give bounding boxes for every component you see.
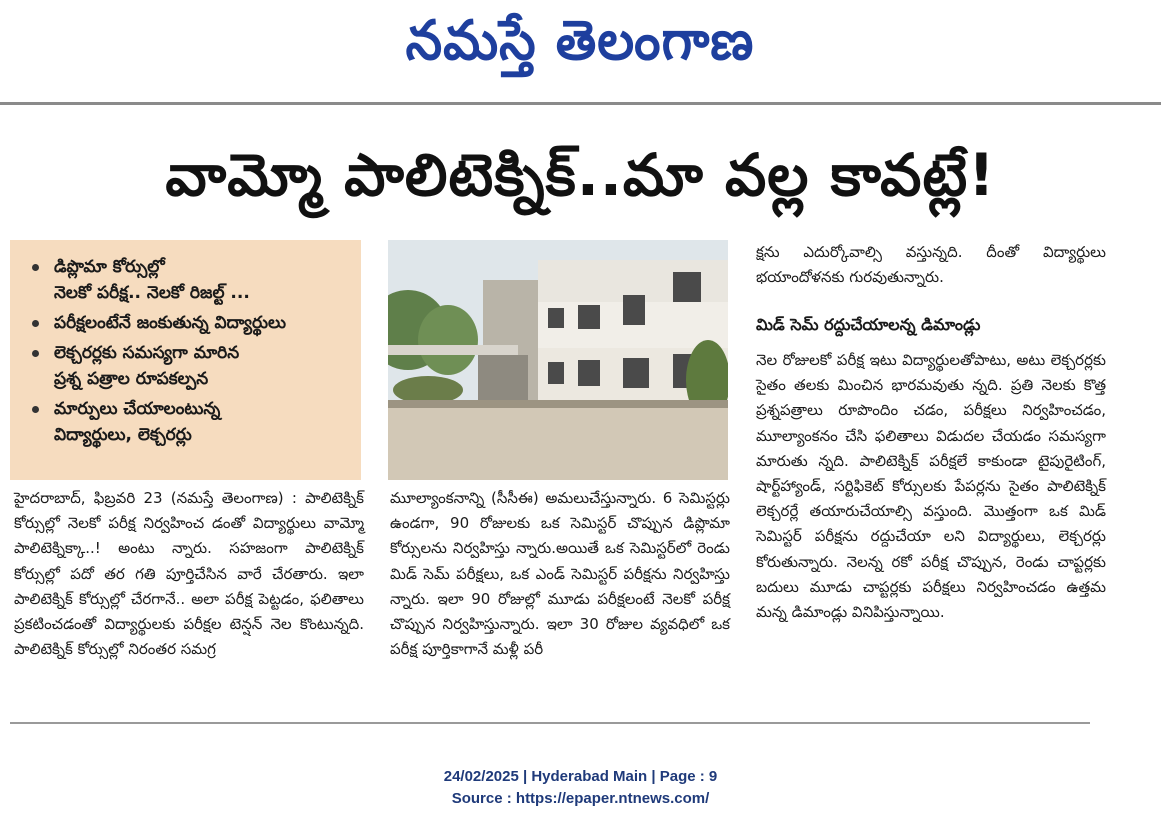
highlight-item	[28, 254, 351, 306]
article-column-3-top	[756, 240, 1106, 290]
masthead-divider	[0, 102, 1161, 105]
bullet-icon	[32, 320, 39, 327]
paragraph: మూల్యాంకనాన్ని (సీసీఈ) అమలుచేస్తున్నారు. 6 సెమిస్టర్లు ఉండగా, 90 రోజులకు ఒక సెమిస్టర్ చొప్పున డిప్లొమా కోర్సులను నిర్వహిస్తు న్నారు.అయితే ఒక సెమిస్టర్‌లో రెండు మిడ్ సెమ్ పరీక్షలు, ఒక ఎండ్ సెమిస్టర్ పరీక్షను నిర్వహిస్తు న్నారు. ఇలా 90 రోజుల్లో మూడు పరీక్షలంటే నెలకో పరీక్ష చొప్పున నిర్వహిస్తున్నారు. ఇలా 30 రోజుల వ్యవధిలో ఒక పరీక్ష పూర్తికాగానే మళ్లీ పరీ	[390, 489, 730, 659]
bullet-icon	[32, 406, 39, 413]
paragraph: హైదరాబాద్, ఫిబ్రవరి 23 (నమస్తే తెలంగాణ) : పాలిటెక్నిక్ కోర్సుల్లో నెలకో పరీక్ష నిర్వహించ డంతో విద్యార్థులు వామ్మో పాలిటెక్నిక్కా..! అంటు న్నారు. సహజంగా పాలిటెక్నిక్ కోర్సుల్లో పదో తర గతి పూర్తిచేసిన వారే చేరతారు. ఇలా పాలిటెక్నిక్ కోర్సుల్లో చేరగానే.. అలా పరీక్ష పెట్టడం, ఫలితాలు ప్రకటించడంతో విద్యార్థులకు పరీక్షల టెన్షన్ నెల కొంటున్నది. పాలిటెక్నిక్ కోర్సుల్లో నిరంతర సమగ్ర	[14, 489, 364, 659]
article-column-2	[390, 486, 730, 662]
footer-date-edition: 24/02/2025 | Hyderabad Main | Page : 9	[443, 768, 718, 785]
highlight-item	[28, 396, 351, 448]
article-column-3-body	[756, 348, 1106, 625]
paragraph: క్షను ఎదుర్కోవాల్సి వస్తున్నది. దీంతో విద్యార్థులు భయాందోళనకు గురవుతున్నారు.	[756, 243, 1106, 287]
highlights-box	[10, 240, 361, 480]
highlight-text: లెక్చరర్లకు సమస్యగా మారిన ప్రశ్న పత్రాల రూపకల్పన	[54, 343, 240, 389]
masthead	[0, 0, 1161, 100]
highlight-text: డిప్లొమా కోర్సుల్లో నెలకో పరీక్ష.. నెలకో రిజల్ట్ ...	[54, 257, 250, 303]
article-headline: వామ్మో పాలిటెక్నిక్..మా వల్ల కావట్లే!	[165, 141, 996, 209]
highlight-item	[28, 340, 351, 392]
bullet-icon	[32, 350, 39, 357]
bullet-icon	[32, 264, 39, 271]
paragraph: నెల రోజులకో పరీక్ష ఇటు విద్యార్థులతోపాటు, అటు లెక్చరర్లకు సైతం తలకు మించిన భారమవుతు న్నది. ప్రతి నెలకు కొత్త ప్రశ్నపత్రాలు రూపొందిం చడం, పరీక్షలు నిర్వహించడం, మూల్యాంకనం చేసి ఫలితాలు విడుదల చేయడం సమస్యగా మారుతు న్నది. పాలిటెక్నిక్ పరీక్షలే కాకుండా టైపురైటింగ్, షార్ట్‌హ్యాండ్, సర్టిఫికెట్ కోర్సులకు పేపర్లను సైతం పాలిటెక్నిక్ లెక్చరర్లే తయారుచేయాల్సి వస్తుంది. మొత్తంగా ఒక మిడ్ సెమిస్టర్ పరీక్షను రద్దుచేయా లని విద్యార్థులు, లెక్చరర్లు కోరుతున్నారు. నెలన్న రకో పరీక్ష చొప్పున, రెండు చాప్టర్లకు బదులు మూడు చాప్టర్లకు పరీక్షలు నిర్వహించడం ఉత్తమ మన్న డిమాండ్లు వినిపిస్తున్నాయి.	[756, 351, 1106, 622]
highlight-text: పరీక్షలంటేనే జంకుతున్న విద్యార్థులు	[54, 313, 286, 333]
highlight-text: మార్పులు చేయాలంటున్న విద్యార్థులు, లెక్చరర్లు	[54, 399, 221, 445]
article-bottom-divider	[10, 722, 1090, 724]
article-column-1	[14, 486, 364, 662]
highlight-item	[28, 310, 351, 336]
newspaper-logo: నమస్తే తెలంగాణ	[405, 9, 755, 73]
article-subhead: మిడ్ సెమ్ రద్దుచేయాలన్న డిమాండ్లు	[756, 315, 981, 334]
polytechnic-building-image	[388, 240, 728, 480]
footer-source-link[interactable]: Source : https://epaper.ntnews.com/	[451, 790, 710, 807]
article-photo	[388, 240, 728, 480]
page-footer	[0, 766, 1161, 810]
next-article-cutoff-strip	[18, 735, 1078, 749]
